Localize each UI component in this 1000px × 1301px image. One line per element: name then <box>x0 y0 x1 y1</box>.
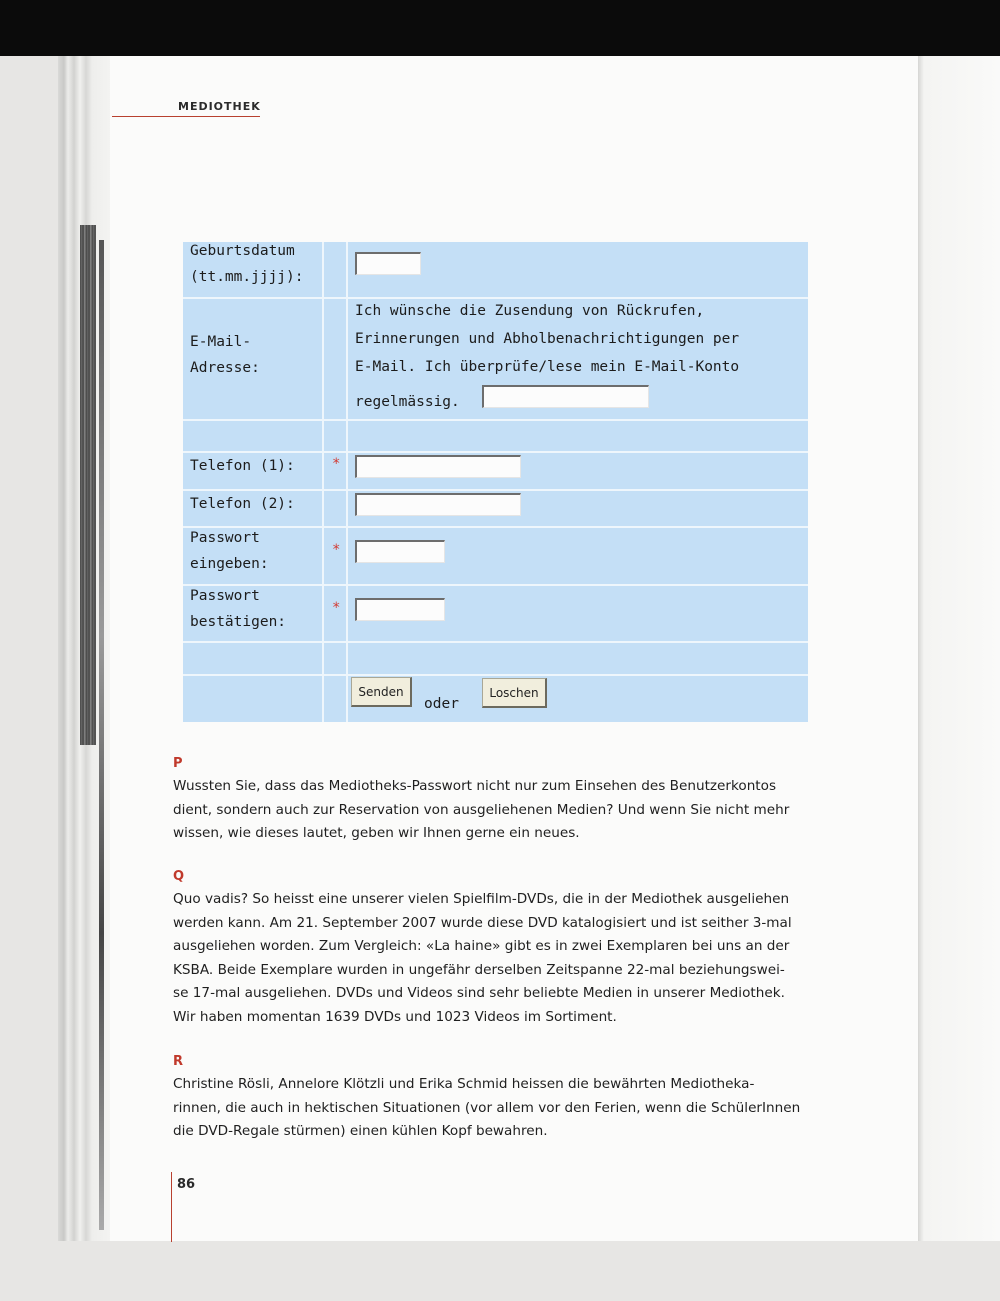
page-number-rule <box>171 1172 172 1242</box>
section-letter: P <box>173 756 183 771</box>
paragraph-line: Wussten Sie, dass das Mediotheks-Passwort nicht nur zum Einsehen des Benutzerkontos <box>173 778 777 794</box>
paragraph-line: KSBA. Beide Exemplare wurden in ungefähr derselben Zeitspanne 22-mal beziehungswei- <box>173 961 785 978</box>
password-field[interactable] <box>355 540 445 563</box>
paragraph-line: ausgeliehen worden. Zum Vergleich: «La haine» gibt es in zwei Exemplaren bei uns an der <box>173 938 790 954</box>
or-text: oder <box>424 696 459 712</box>
required-marker: * <box>332 600 341 616</box>
email-consent-line: Erinnerungen und Abholbenachrichtigungen per <box>355 331 740 347</box>
header-rule <box>112 116 260 117</box>
password-confirm-label-line: Passwort <box>190 588 260 604</box>
paragraph-line: Christine Rösli, Annelore Klötzli und Erika Schmid heissen die bewährten Mediotheka- <box>173 1076 755 1092</box>
phone2-label: Telefon (2): <box>190 496 295 512</box>
paragraph-line: werden kann. Am 21. September 2007 wurde diese DVD katalogisiert und ist seither 3-mal <box>173 914 792 931</box>
form-row-divider <box>183 674 808 676</box>
section-letter: Q <box>173 869 185 884</box>
email-field[interactable] <box>482 385 649 408</box>
email-label <box>190 329 260 381</box>
password-label-line: eingeben: <box>190 556 269 572</box>
page-number: 86 <box>177 1177 196 1192</box>
paragraph-line: die DVD-Regale stürmen) einen kühlen Kopf bewahren. <box>173 1123 548 1139</box>
phone1-field[interactable] <box>355 455 521 478</box>
required-marker: * <box>332 542 341 558</box>
birthdate-label-line: (tt.mm.jjjj): <box>190 269 304 285</box>
section-paragraph <box>173 1073 813 1144</box>
section-header: MEDIOTHEK <box>178 100 261 113</box>
email-consent-line: E-Mail. Ich überprüfe/lese mein E-Mail-Konto <box>355 359 740 375</box>
required-marker: * <box>332 456 341 472</box>
form-column-divider <box>346 242 348 722</box>
paragraph-line: wissen, wie dieses lautet, geben wir Ihnen gerne ein neues. <box>173 825 580 841</box>
form-column-divider <box>322 242 324 722</box>
form-row-divider <box>183 641 808 643</box>
email-consent-line: Ich wünsche die Zusendung von Rückrufen, <box>355 303 705 319</box>
section-paragraph <box>173 775 813 846</box>
password-confirm-label-line: bestätigen: <box>190 614 287 630</box>
password-label-line: Passwort <box>190 530 260 546</box>
paragraph-line: rinnen, die auch in hektischen Situationen (vor allem vor den Ferien, wenn die SchülerInnen <box>173 1099 801 1116</box>
book-binding <box>80 225 96 745</box>
birthdate-label <box>190 238 304 290</box>
phone2-field[interactable] <box>355 493 521 516</box>
form-row-divider <box>183 526 808 528</box>
password-confirm-field[interactable] <box>355 598 445 621</box>
paragraph-line: se 17-mal ausgeliehen. DVDs und Videos sind sehr beliebte Medien in unserer Mediothek. <box>173 985 785 1001</box>
phone1-label: Telefon (1): <box>190 458 295 474</box>
birthdate-label-line: Geburtsdatum <box>190 243 295 259</box>
section-paragraph <box>173 888 813 1029</box>
paragraph-line: Quo vadis? So heisst eine unserer vielen Spielfilm-DVDs, die in der Mediothek ausgeliehen <box>173 891 790 907</box>
email-consent-line: regelmässig. <box>355 394 460 410</box>
password-confirm-label <box>190 583 286 635</box>
paragraph-line: dient, sondern auch zur Reservation von ausgeliehenen Medien? Und wenn Sie nicht mehr <box>173 801 790 818</box>
password-label <box>190 525 269 577</box>
next-page-edge <box>918 56 1000 1241</box>
delete-button[interactable]: Loschen <box>482 678 547 708</box>
scan-background-top <box>0 0 1000 56</box>
email-label-line: Adresse: <box>190 360 260 376</box>
form-row-divider <box>183 419 808 421</box>
send-button[interactable]: Senden <box>351 677 412 707</box>
paragraph-line: Wir haben momentan 1639 DVDs und 1023 Videos im Sortiment. <box>173 1008 617 1025</box>
birthdate-field[interactable] <box>355 252 421 275</box>
book-binding-edge <box>99 240 104 1230</box>
email-label-line: E-Mail- <box>190 334 252 350</box>
section-letter: R <box>173 1054 184 1069</box>
